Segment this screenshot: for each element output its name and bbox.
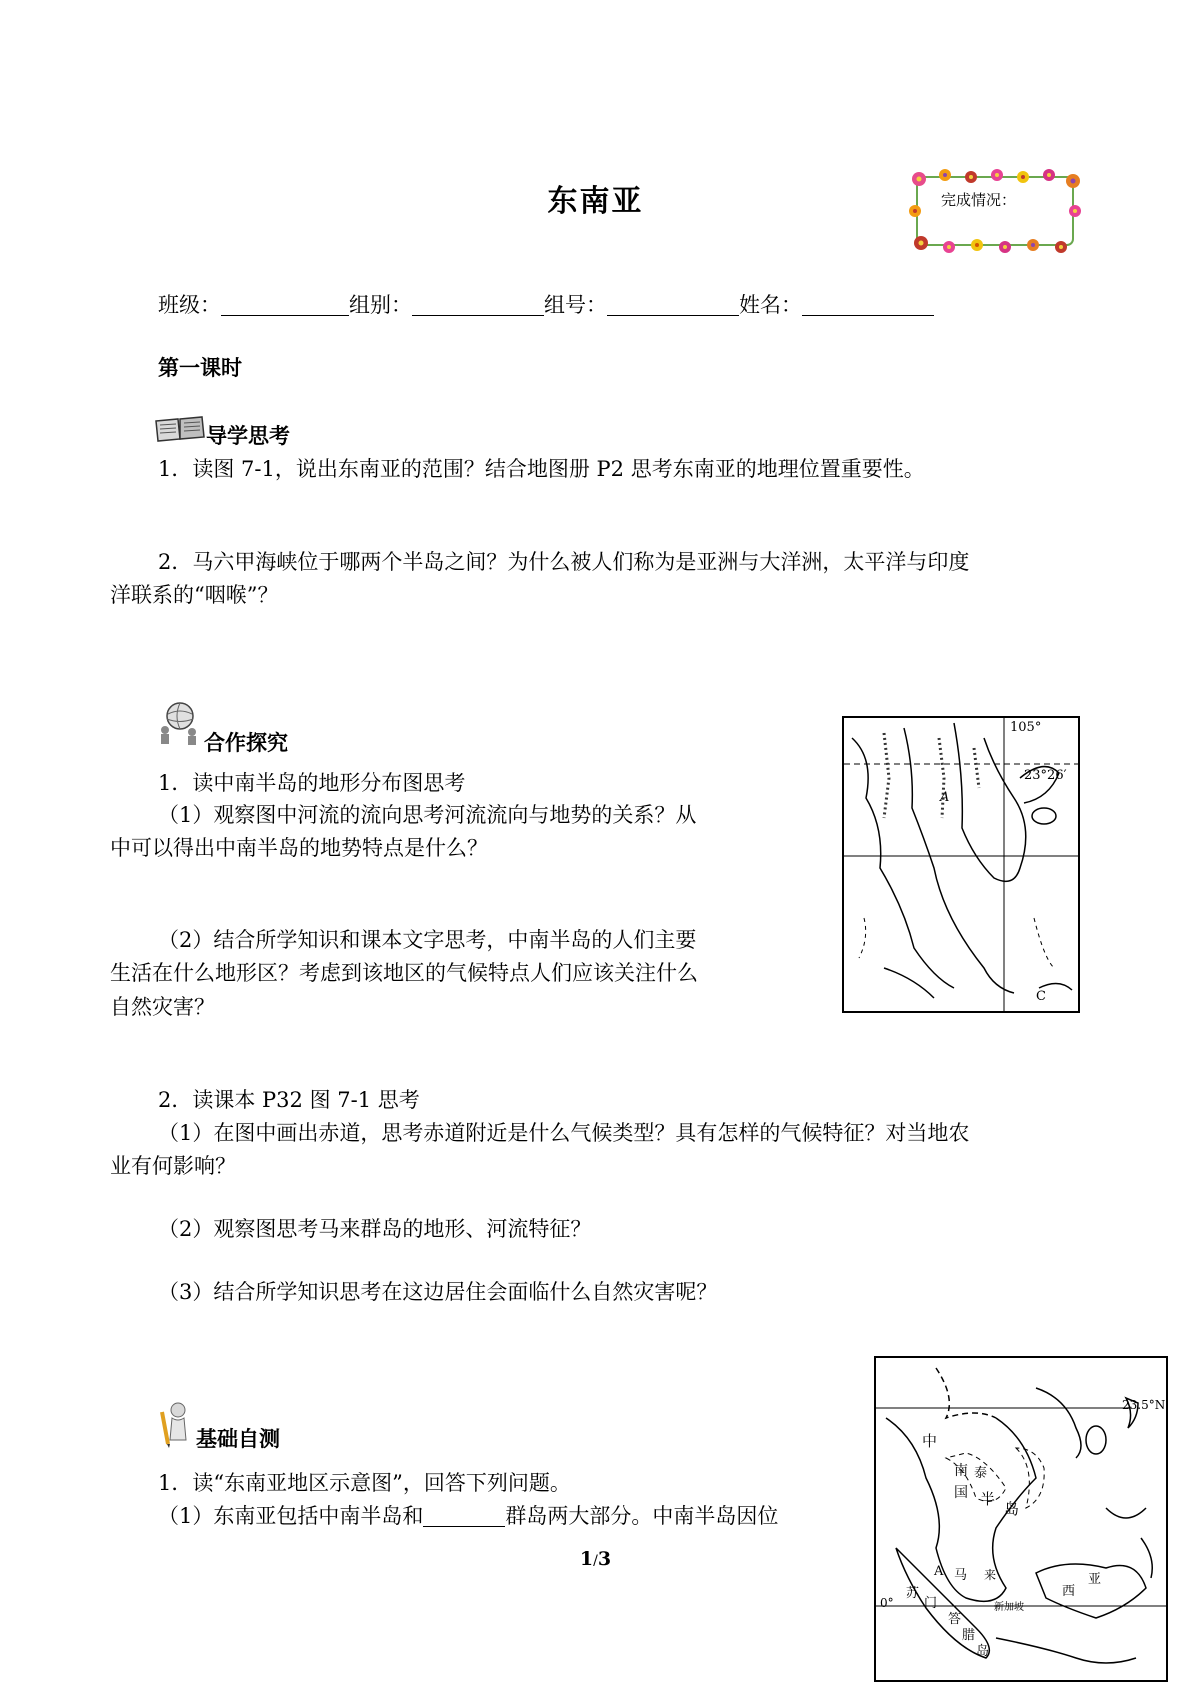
coop-question-1-1-line2: 中可以得出中南半岛的地势特点是什么？ xyxy=(110,836,488,860)
guided-question-2-line1: 2．马六甲海峡位于哪两个半岛之间？为什么被人们称为是亚洲与大洋洲，太平洋与印度 xyxy=(158,550,970,574)
page-current: 1 xyxy=(579,1548,594,1570)
self-test-question-1-1 xyxy=(158,1500,778,1532)
coop-question-1-2-line1: （2）结合所学知识和课本文字思考，中南半岛的人们主要 xyxy=(158,928,697,952)
name-blank[interactable] xyxy=(802,293,934,316)
section-heading-guided: 导学思考 xyxy=(206,423,290,448)
map1-longitude-label: 105° xyxy=(1010,720,1042,735)
map2-label: 门 xyxy=(924,1596,938,1611)
section-heading-cooperative: 合作探究 xyxy=(204,730,288,755)
coop-question-2-1-line2: 业有何影响？ xyxy=(110,1154,236,1178)
coop-question-2: 2．读课本 P32 图 7-1 思考 xyxy=(158,1088,420,1112)
map2-label: 新加坡 xyxy=(994,1602,1024,1613)
map2-label: 半 xyxy=(980,1490,996,1508)
map2-label: 马 xyxy=(954,1568,968,1583)
map2-label: 中 xyxy=(922,1432,938,1450)
globe-people-icon xyxy=(156,700,200,746)
group-number-label: 组号： xyxy=(544,293,607,317)
section-heading-self-test: 基础自测 xyxy=(196,1426,280,1451)
map2-label: 岛 xyxy=(1004,1500,1020,1518)
student-info-line xyxy=(158,289,934,321)
map1-latitude-label: 23°26′ xyxy=(1024,768,1067,783)
group-number-blank[interactable] xyxy=(607,293,739,316)
flower-border-icon xyxy=(905,165,1085,257)
coop-question-1-1-line1: （1）观察图中河流的流向思考河流流向与地势的关系？从 xyxy=(158,803,697,827)
page-title: 东南亚 xyxy=(547,184,644,219)
map1-label-c: C xyxy=(1036,989,1046,1004)
self-test-question-1: 1．读“东南亚地区示意图”，回答下列问题。 xyxy=(158,1471,571,1495)
pencil-figure-icon xyxy=(158,1400,194,1448)
class-label: 班级： xyxy=(158,293,221,317)
map2-lat-label: 23.5°N xyxy=(1122,1398,1166,1412)
coop-question-1-2-line2: 生活在什么地形区？考虑到该地区的气候特点人们应该关注什么 xyxy=(110,961,698,985)
indochina-terrain-map xyxy=(842,716,1080,1013)
southeast-asia-map xyxy=(874,1356,1168,1682)
coop-question-2-2: （2）观察图思考马来群岛的地形、河流特征？ xyxy=(158,1217,592,1241)
page-total: 3 xyxy=(597,1548,612,1570)
page-number xyxy=(0,1548,1191,1570)
map2-label: 腊 xyxy=(962,1628,976,1643)
badge-label: 完成情况： xyxy=(941,191,1017,209)
coop-question-1: 1．读中南半岛的地形分布图思考 xyxy=(158,771,466,795)
map2-label: 国 xyxy=(954,1485,968,1501)
page-separator: / xyxy=(593,1553,598,1569)
map2-label: 亚 xyxy=(1088,1572,1102,1587)
map2-label: 南 xyxy=(954,1463,968,1479)
map2-label: 泰 xyxy=(974,1466,988,1481)
lesson-label: 第一课时 xyxy=(158,355,242,380)
group-blank[interactable] xyxy=(412,293,544,316)
guided-question-2-line2: 洋联系的“咽喉”？ xyxy=(110,583,279,607)
name-label: 姓名： xyxy=(739,293,802,317)
coop-question-2-3: （3）结合所学知识思考在这边居住会面临什么自然灾害呢？ xyxy=(158,1280,718,1304)
map2-label: A xyxy=(934,1564,944,1579)
group-label: 组别： xyxy=(349,293,412,317)
map2-label: 岛 xyxy=(976,1644,990,1659)
guided-question-1: 1．读图 7-1，说出东南亚的范围？结合地图册 P2 思考东南亚的地理位置重要性。 xyxy=(158,457,925,481)
map2-label: 西 xyxy=(1062,1584,1076,1599)
map1-label-a: A xyxy=(940,790,950,805)
completion-badge xyxy=(905,165,1085,257)
class-blank[interactable] xyxy=(221,293,349,316)
self-test-question-1-1-after: 群岛两大部分。中南半岛因位 xyxy=(505,1504,779,1528)
map2-label: 来 xyxy=(984,1568,997,1582)
coop-question-1-2-line3: 自然灾害？ xyxy=(110,995,215,1019)
map2-label: 苏 xyxy=(906,1586,920,1601)
coop-question-2-1-line1: （1）在图中画出赤道，思考赤道附近是什么气候类型？具有怎样的气候特征？对当地农 xyxy=(158,1121,970,1145)
self-test-question-1-1-before: （1）东南亚包括中南半岛和 xyxy=(158,1504,424,1528)
archipelago-blank[interactable] xyxy=(423,1504,505,1527)
map2-equator-label: 0° xyxy=(880,1596,894,1610)
open-book-icon xyxy=(152,415,208,443)
map2-label: 答 xyxy=(948,1612,962,1627)
